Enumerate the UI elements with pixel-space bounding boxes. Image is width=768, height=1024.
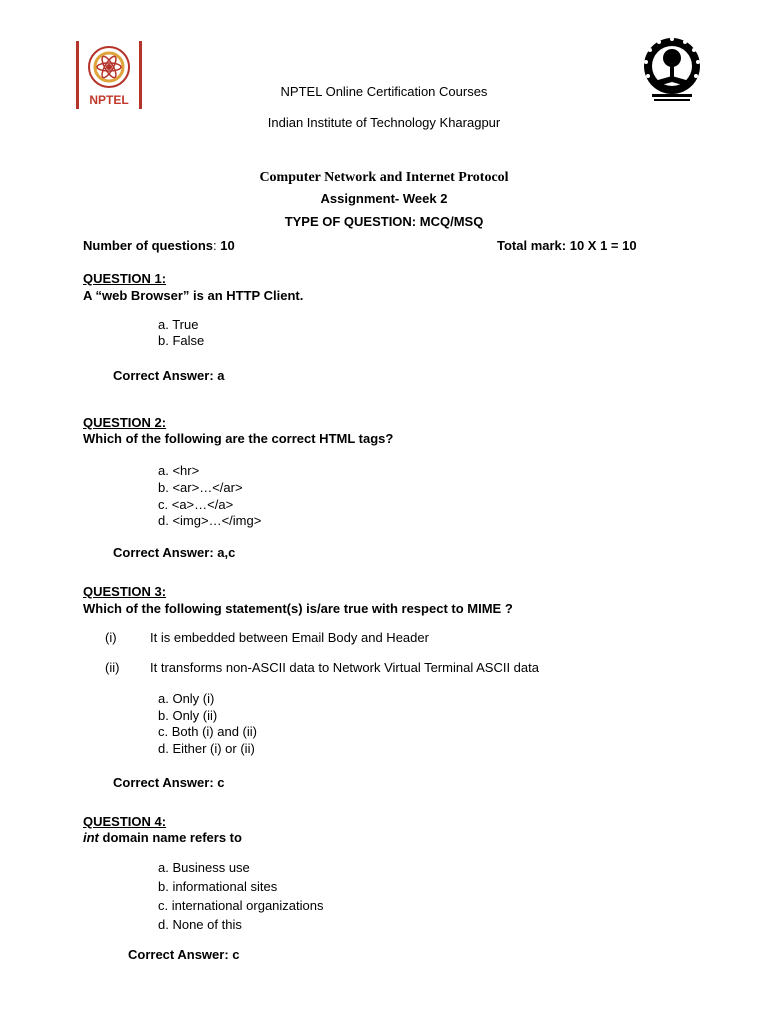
question-1-text: A “web Browser” is an HTTP Client.: [83, 288, 304, 303]
question-4-option-c: c. international organizations: [158, 898, 324, 913]
question-4-option-a: a. Business use: [158, 860, 250, 875]
question-1-answer: Correct Answer: a: [113, 368, 225, 383]
question-1-option-b: b. False: [158, 333, 205, 348]
question-2-option-d: d. <img>…</img>: [158, 513, 262, 528]
question-3-text: Which of the following statement(s) is/are true with respect to MIME ?: [83, 601, 513, 616]
number-of-questions-separator: :: [213, 238, 221, 253]
question-3-statement-1-text: It is embedded between Email Body and Header: [150, 630, 429, 645]
header-line-2: Indian Institute of Technology Kharagpur: [267, 115, 501, 130]
question-3-statement-2-number: (ii): [105, 660, 120, 675]
number-of-questions-value: 10: [220, 238, 235, 253]
nptel-logo: [74, 41, 144, 111]
question-4-text: [83, 830, 242, 846]
total-mark: Total mark: 10 X 1 = 10: [497, 238, 637, 253]
number-of-questions: [83, 238, 235, 254]
question-4-label: QUESTION 4:: [83, 814, 167, 829]
question-2-answer: Correct Answer: a,c: [113, 545, 236, 560]
question-2-text: Which of the following are the correct HTML tags?: [83, 431, 394, 446]
question-1-label: QUESTION 1:: [83, 271, 167, 286]
number-of-questions-label: Number of questions: [83, 238, 214, 253]
question-2-option-b: b. <ar>…</ar>: [158, 480, 243, 495]
question-3-answer: Correct Answer: c: [113, 775, 225, 790]
question-2-option-a: a. <hr>: [158, 463, 200, 478]
question-4-text-rest: domain name refers to: [98, 830, 242, 845]
question-3-option-c: c. Both (i) and (ii): [158, 724, 257, 739]
question-4-text-italic: int: [83, 830, 99, 845]
question-3-statement-2-text: It transforms non-ASCII data to Network Virtual Terminal ASCII data: [150, 660, 539, 675]
question-4-option-b: b. informational sites: [158, 879, 278, 894]
header-line-1: NPTEL Online Certification Courses: [280, 84, 488, 99]
question-3-option-a: a. Only (i): [158, 691, 215, 706]
question-1-option-a: a. True: [158, 317, 199, 332]
question-type: TYPE OF QUESTION: MCQ/MSQ: [284, 214, 484, 229]
iit-kharagpur-logo: [640, 36, 704, 112]
question-3-option-b: b. Only (ii): [158, 708, 218, 723]
course-title: Computer Network and Internet Protocol: [259, 170, 509, 185]
question-3-statement-1-number: (i): [105, 630, 117, 645]
assignment-title: Assignment- Week 2: [320, 191, 448, 206]
question-3-label: QUESTION 3:: [83, 584, 167, 599]
question-3-option-d: d. Either (i) or (ii): [158, 741, 255, 756]
question-2-label: QUESTION 2:: [83, 415, 167, 430]
question-4-answer: Correct Answer: c: [128, 947, 240, 962]
question-4-option-d: d. None of this: [158, 917, 242, 932]
nptel-logo-text: NPTEL: [89, 93, 129, 107]
question-2-option-c: c. <a>…</a>: [158, 497, 234, 512]
